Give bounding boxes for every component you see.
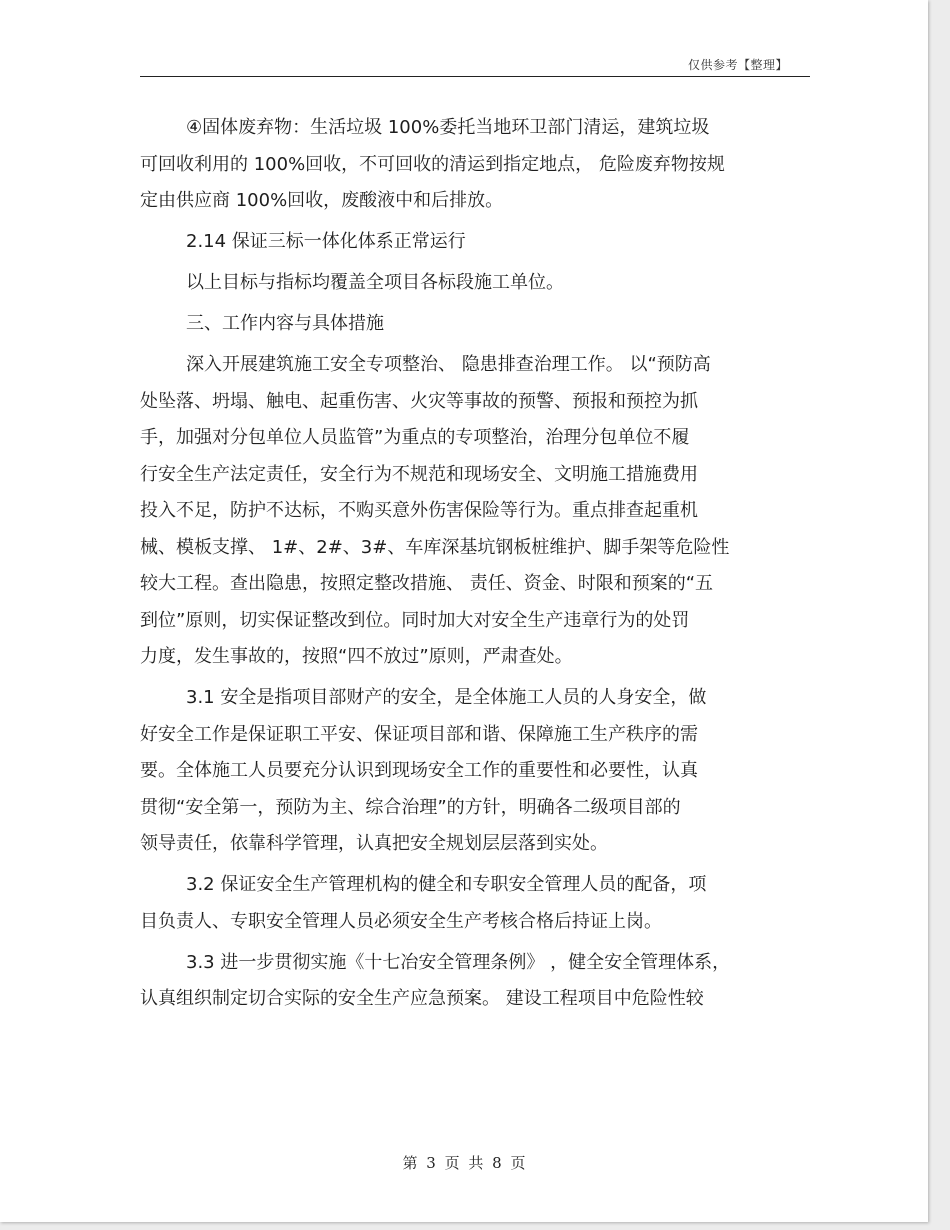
text-line: 投入不足，防护不达标，不购买意外伤害保险等行为。重点排查起重机 — [140, 500, 698, 521]
text-line: 以上目标与指标均覆盖全项目各标段施工单位。 — [186, 272, 564, 293]
text-line: 好安全工作是保证职工平安、保证项目部和谐、保障施工生产秩序的需 — [140, 723, 698, 745]
text-line: 较大工程。查出隐患，按照定整改措施、 责任、资金、时限和预案的“五 — [140, 573, 714, 594]
header-note: 仅供参考【整理】 — [687, 58, 788, 72]
header-divider — [140, 76, 810, 77]
text-line: 认真组织制定切合实际的安全生产应急预案。 建设工程项目中危险性较 — [140, 988, 704, 1009]
text-line: 械、模板支撑、 1#、2#、3#、车库深基坑钢板桩维护、脚手架等危险性 — [140, 536, 730, 558]
text-line: 三、工作内容与具体措施 — [186, 313, 384, 334]
text-line: 2.14 保证三标一体化体系正常运行 — [186, 231, 466, 252]
text-line: 力度，发生事故的，按照“四不放过”原则，严肃查处。 — [140, 646, 573, 667]
text-line: ④固体废弃物：生活垃圾 100%委托当地环卫部门清运，建筑垃圾 — [186, 117, 710, 138]
text-line: 3.2 保证安全生产管理机构的健全和专职安全管理人员的配备，项 — [186, 874, 707, 895]
text-line: 行安全生产法定责任，安全行为不规范和现场安全、文明施工措施费用 — [140, 463, 698, 485]
text-line: 3.3 进一步贯彻实施《十七冶安全管理条例》 ，健全安全管理体系， — [186, 951, 731, 973]
page-number-footer: 第 3 页 共 8 页 — [402, 1154, 526, 1172]
text-line: 定由供应商 100%回收，废酸液中和后排放。 — [140, 190, 504, 211]
text-line: 目负责人、专职安全管理人员必须安全生产考核合格后持证上岗。 — [140, 910, 662, 932]
text-line: 处坠落、坍塌、触电、起重伤害、火灾等事故的预警、预报和预控为抓 — [140, 390, 698, 412]
text-line: 3.1 安全是指项目部财产的安全，是全体施工人员的人身安全，做 — [186, 687, 707, 708]
text-line: 到位”原则，切实保证整改到位。同时加大对安全生产违章行为的处罚 — [140, 609, 690, 631]
body-text — [140, 110, 812, 1018]
text-line: 手，加强对分包单位人员监管”为重点的专项整治，治理分包单位不履 — [140, 427, 690, 448]
text-line: 深入开展建筑施工安全专项整治、 隐患排查治理工作。 以“预防高 — [186, 354, 711, 375]
text-line: 贯彻“安全第一，预防为主、综合治理”的方针，明确各二级项目部的 — [140, 796, 681, 818]
text-line: 要。全体施工人员要充分认识到现场安全工作的重要性和必要性，认真 — [140, 760, 698, 781]
text-line: 可回收利用的 100%回收，不可回收的清运到指定地点， 危险废弃物按规 — [140, 153, 725, 175]
text-line: 领导责任，依靠科学管理，认真把安全规划层层落到实处。 — [140, 833, 608, 854]
